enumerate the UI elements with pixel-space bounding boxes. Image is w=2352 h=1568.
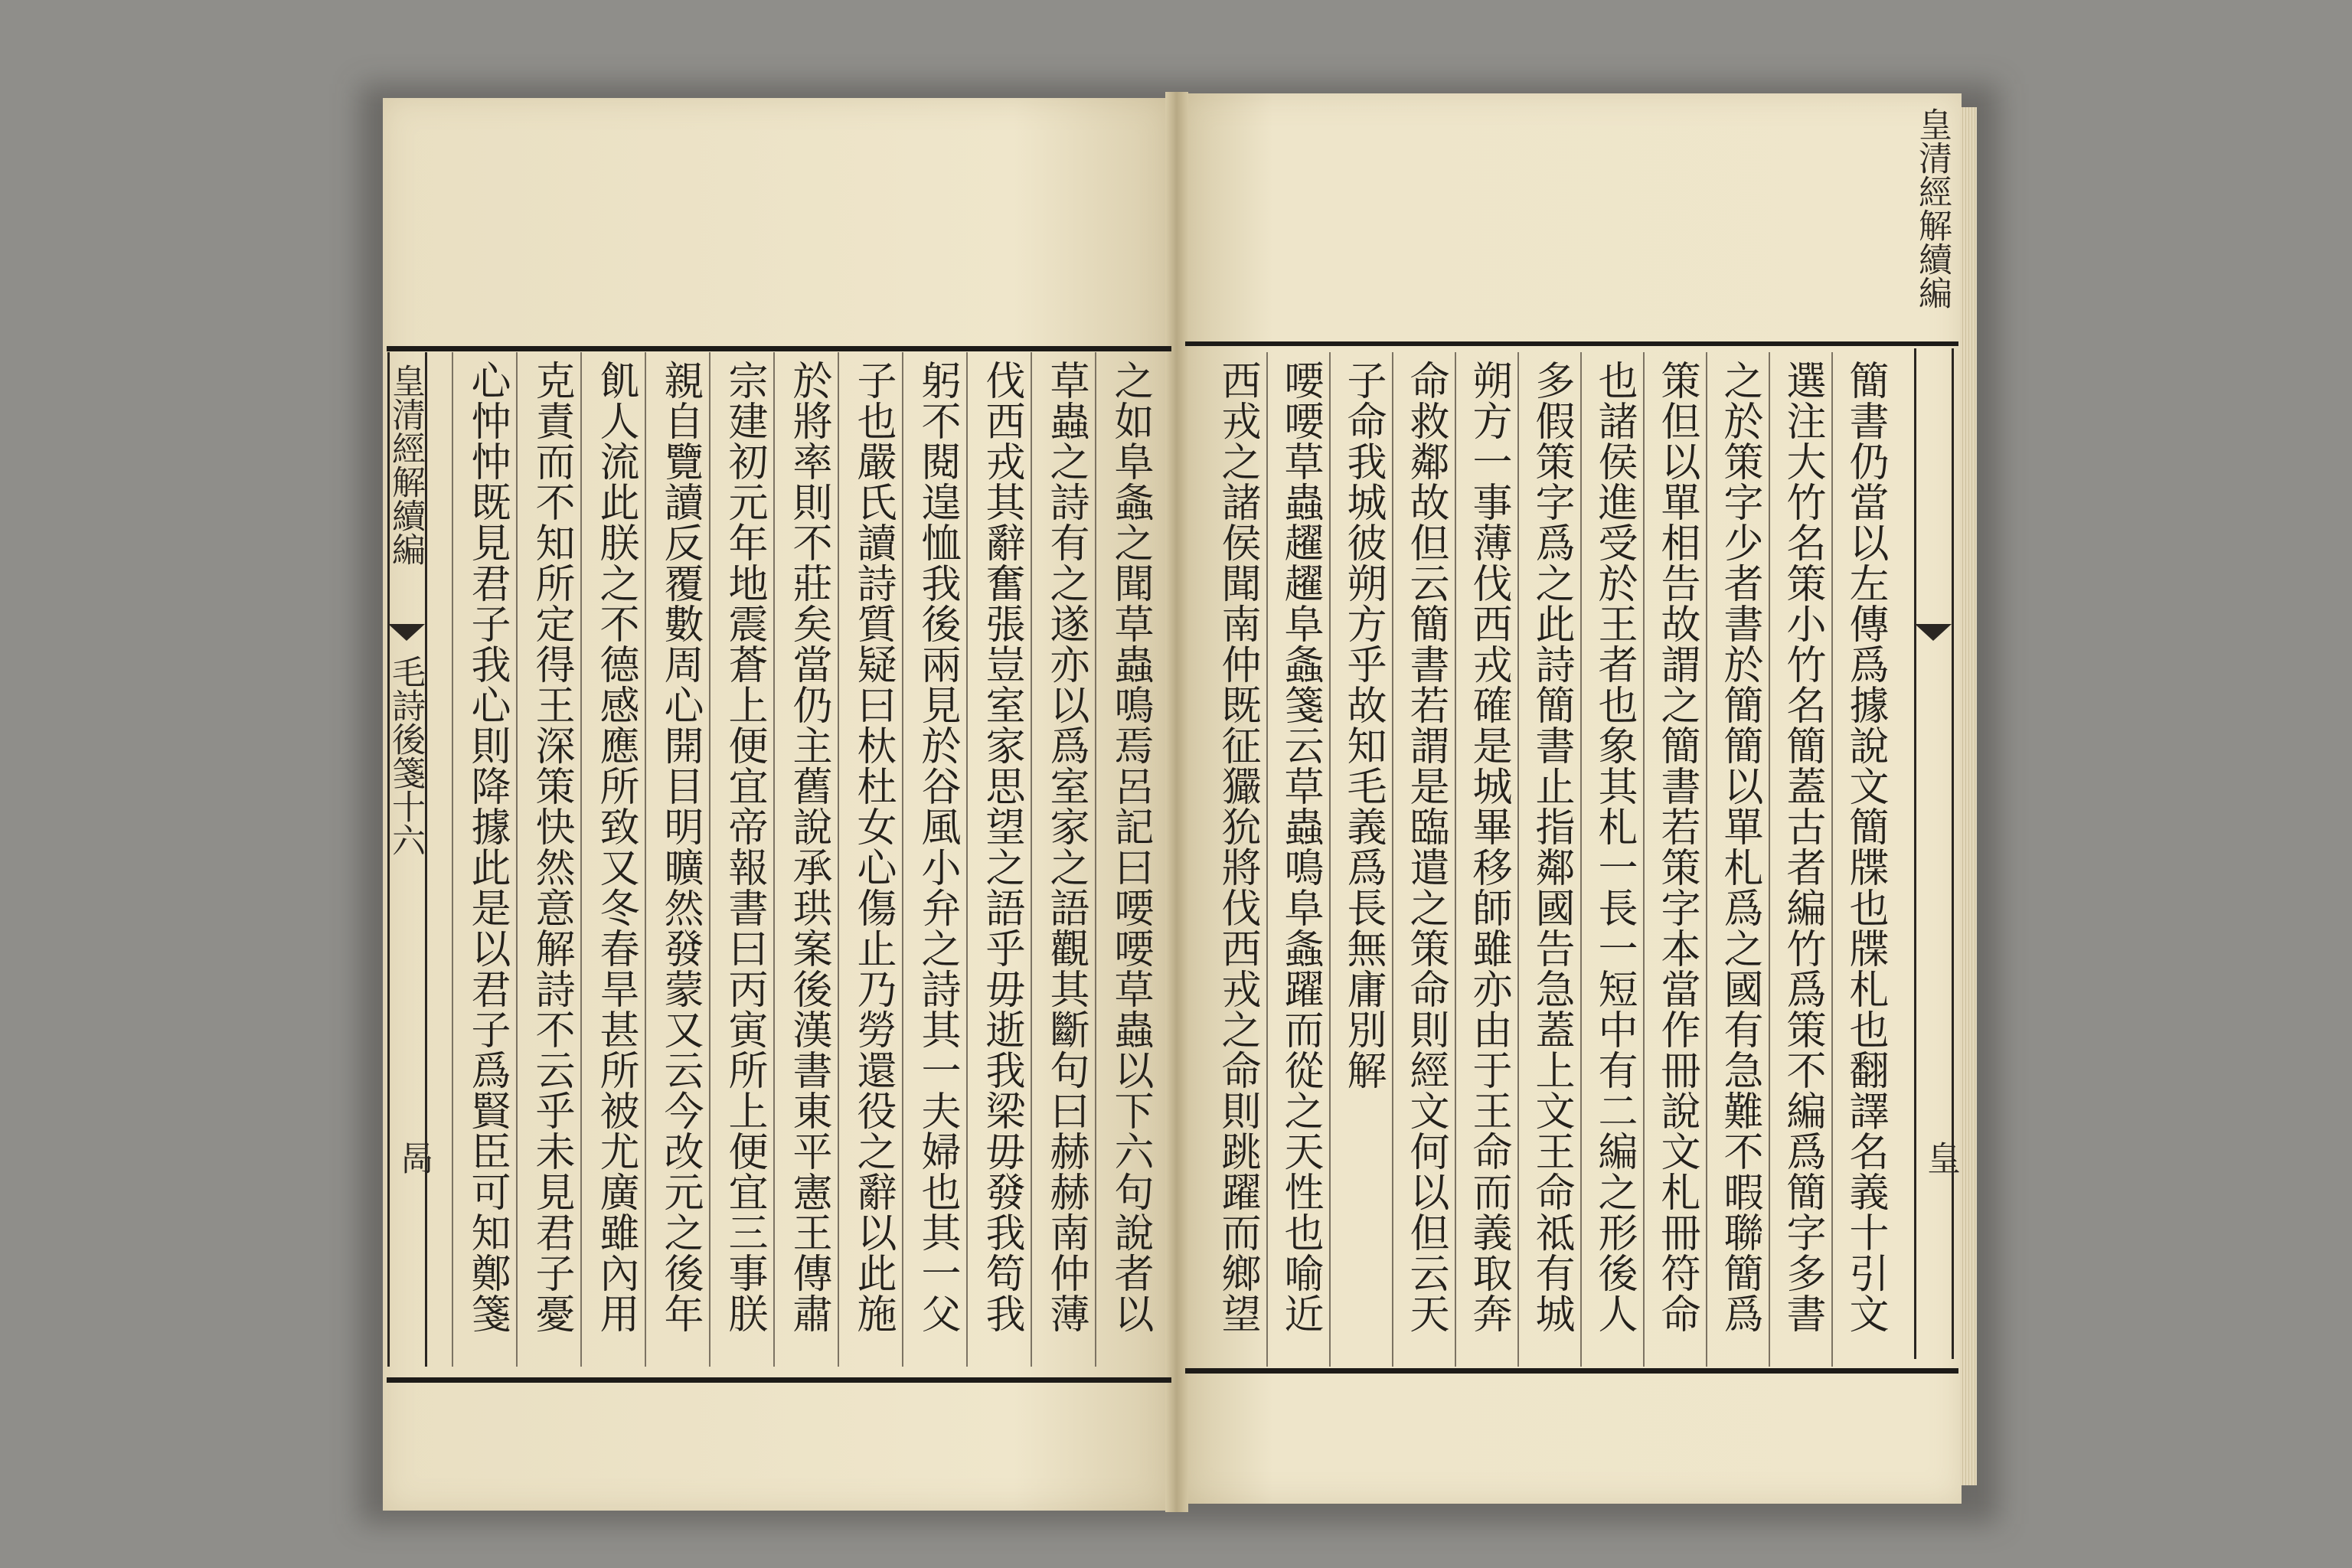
left-column-rule (516, 352, 518, 1367)
left-column-rule (580, 352, 582, 1367)
left-col-4: 躬不閱遑恤我後兩見於谷風小弁之詩其一夫婦也其一父 (914, 360, 960, 1334)
left-column-rule (966, 352, 968, 1367)
left-col-2: 草蟲之詩有之遂亦以爲室家之語觀其斷句曰赫赫南仲薄 (1043, 360, 1089, 1334)
fishtail-mark (388, 624, 425, 641)
right-column-rule (1769, 352, 1770, 1367)
left-col-8: 親自覽讀反覆數周心開目明曠然發蒙又云今改元之後年 (657, 360, 703, 1334)
right-col-3: 之於策字少者書於簡簡以單札爲之國有急難不暇聯簡爲 (1717, 360, 1762, 1334)
right-fold-strip (1914, 348, 1954, 1359)
right-col-7: 朔方一事薄伐西戎確是城畢移師雖亦由于王命而義取奔 (1465, 360, 1511, 1334)
left-col-7: 宗建初元年地震蒼上便宜帝報書曰丙寅所上便宜三事朕 (721, 360, 767, 1334)
left-column-rule (452, 352, 453, 1367)
right-col-2: 選注大竹名策小竹名簡蓋古者編竹爲策不編爲簡字多書 (1779, 360, 1825, 1334)
right-margin-title: 皇清經解續編 (1913, 107, 1952, 309)
left-col-5: 子也嚴氏讀詩質疑曰杕杜女心傷止乃勞還役之辭以此施 (850, 360, 896, 1334)
right-column-rule (1831, 352, 1833, 1367)
right-column-rule (1517, 352, 1519, 1367)
right-col-1: 簡書仍當以左傳爲據說文簡牒也牒札也翻譯名義十引文 (1842, 360, 1888, 1334)
left-col-3: 伐西戎其辭奮張豈室家思望之語乎毋逝我梁毋發我笱我 (978, 360, 1024, 1334)
right-col-8: 命救鄰故但云簡書若謂是臨遣之策命則經文何以但云天 (1403, 360, 1449, 1334)
right-column-rule (1706, 352, 1707, 1367)
left-col-9: 飢人流此朕之不德感應所致又冬春旱甚所被尤廣雖內用 (593, 360, 639, 1334)
right-page-mark: 皇 (1921, 1141, 1960, 1174)
left-column-rule (902, 352, 903, 1367)
right-col-6: 多假策字爲之此詩簡書止指鄰國告急蓋上文王命祗有城 (1528, 360, 1574, 1334)
left-column-rule (773, 352, 775, 1367)
right-col-5: 也諸侯進受於王者也象其札一長一短中有二編之形後人 (1591, 360, 1637, 1334)
right-column-rule (1329, 352, 1331, 1367)
left-page-mark: 晑 (394, 1141, 433, 1174)
right-column-rule (1455, 352, 1456, 1367)
left-col-1: 之如阜螽之聞草蟲鳴焉呂記曰喓喓草蟲以下六句說者以 (1107, 360, 1153, 1334)
left-margin-subtitle: 毛詩後箋十六 (386, 655, 425, 857)
fishtail-mark (1915, 624, 1952, 641)
page-stack-edge (1960, 107, 1977, 1485)
left-column-rule (1095, 352, 1096, 1367)
right-col-11: 西戎之諸侯聞南仲既征玁狁將伐西戎之命則跳躍而鄉望 (1214, 360, 1260, 1334)
right-col-9: 子命我城彼朔方乎故知毛義爲長無庸別解 (1340, 360, 1386, 1090)
left-col-10: 克責而不知所定得王深策快然意解詩不云乎未見君子憂 (528, 360, 574, 1334)
left-margin-title: 皇清經解續編 (386, 364, 425, 566)
right-column-rule (1580, 352, 1582, 1367)
right-column-rule (1266, 352, 1268, 1367)
left-column-rule (645, 352, 646, 1367)
left-column-rule (709, 352, 710, 1367)
left-col-11: 心忡忡既見君子我心則降據此是以君子爲賢臣可知鄭箋 (464, 360, 510, 1334)
left-col-6: 於將率則不莊矣當仍主舊說承珙案後漢書東平憲王傳肅 (786, 360, 831, 1334)
left-column-rule (838, 352, 839, 1367)
right-col-10: 喓喓草蟲趯趯阜螽箋云草蟲鳴阜螽躍而從之天性也喻近 (1277, 360, 1323, 1334)
right-col-4: 策但以單相告故謂之簡書若策字本當作冊說文札冊符命 (1654, 360, 1700, 1334)
right-column-rule (1392, 352, 1393, 1367)
right-column-rule (1643, 352, 1645, 1367)
left-column-rule (1031, 352, 1032, 1367)
